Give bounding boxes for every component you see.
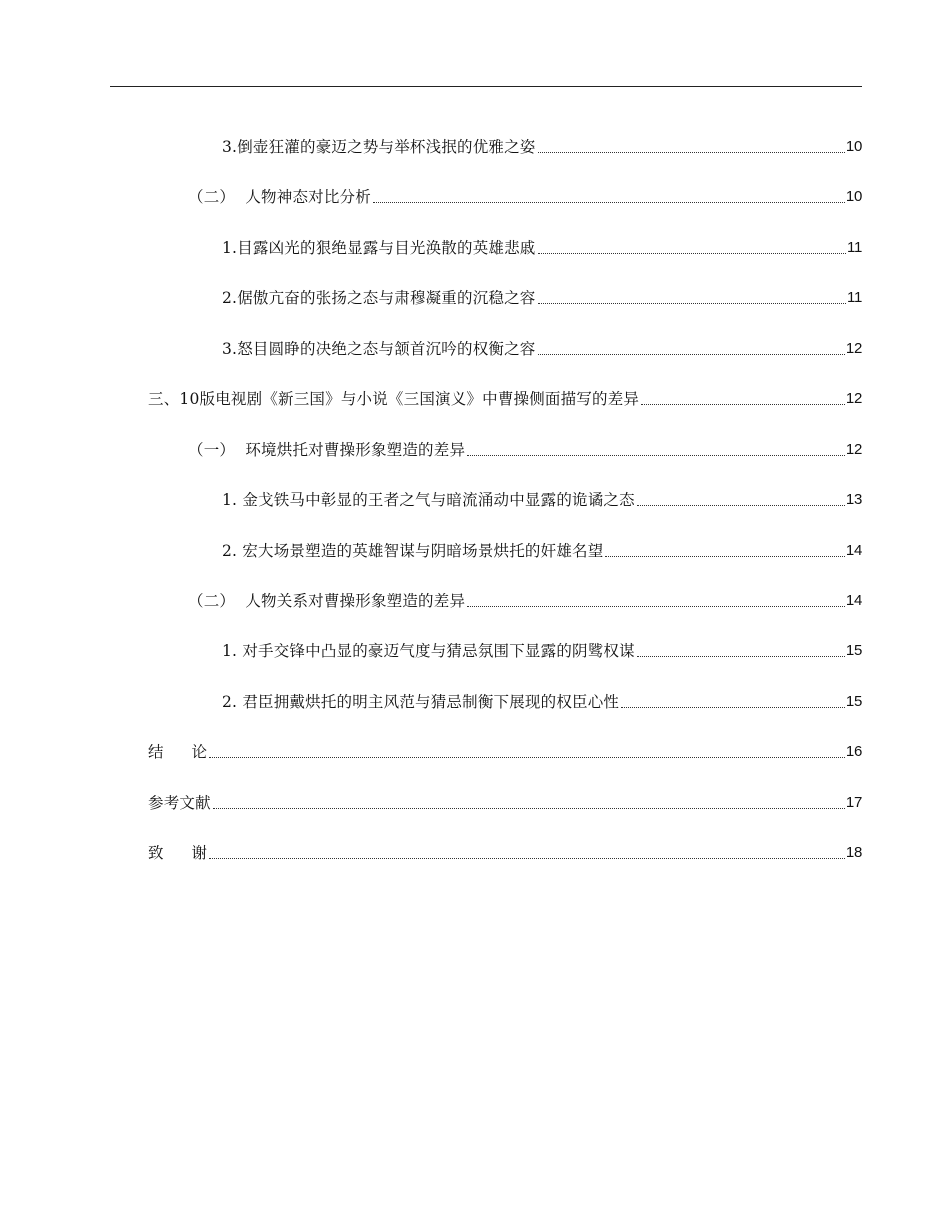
toc-leader-dots <box>213 807 845 809</box>
toc-entry[interactable] <box>222 232 862 258</box>
toc-entry[interactable] <box>222 535 862 561</box>
toc-title-char: 结 <box>148 743 164 761</box>
toc-leader-dots <box>637 655 845 657</box>
toc-entry[interactable] <box>188 434 862 460</box>
toc-leader-dots <box>209 857 845 859</box>
toc-entry-title: 参考文献 <box>148 794 211 812</box>
toc-title-char: 致 <box>148 844 164 862</box>
toc-page-number: 11 <box>847 239 862 256</box>
toc-entry[interactable] <box>222 484 862 510</box>
toc-leader-dots <box>605 555 844 557</box>
toc-title-char: 谢 <box>191 844 208 862</box>
toc-entry[interactable] <box>222 333 862 359</box>
toc-page-number: 14 <box>845 542 862 559</box>
toc-entry[interactable] <box>188 181 862 207</box>
toc-entry-title: 2. 君臣拥戴烘托的明主风范与猜忌制衡下展现的权臣心性 <box>222 693 620 711</box>
toc-page-number: 15 <box>845 693 862 710</box>
toc-leader-dots <box>538 252 847 254</box>
toc-entry-title: 1.目露凶光的狠绝显露与目光涣散的英雄悲戚 <box>222 239 536 257</box>
toc-leader-dots <box>373 201 845 203</box>
toc-entry-title: 3.倒壶狂灌的豪迈之势与举杯浅抿的优雅之姿 <box>222 138 536 156</box>
toc-entry-conclusion[interactable] <box>148 736 862 762</box>
toc-page-number: 12 <box>845 441 862 458</box>
toc-entry-title: 1. 对手交锋中凸显的豪迈气度与猜忌氛围下显露的阴骘权谋 <box>222 642 635 660</box>
toc-entry-title: 2.倨傲亢奋的张扬之态与肃穆凝重的沉稳之容 <box>222 289 536 307</box>
toc-leader-dots <box>467 605 845 607</box>
toc-entry-title: （二） 人物关系对曹操形象塑造的差异 <box>188 592 466 610</box>
toc-page-number: 17 <box>845 794 862 811</box>
toc-page-number: 10 <box>845 138 862 155</box>
toc-leader-dots <box>641 403 845 405</box>
toc-leader-dots <box>637 504 845 506</box>
toc-leader-dots <box>538 302 847 304</box>
toc-page-number: 11 <box>847 289 862 306</box>
toc-entry-title: 三、10版电视剧《新三国》与小说《三国演义》中曹操侧面描写的差异 <box>148 390 640 408</box>
toc-entry-title: 3.怒目圆睁的决绝之态与颔首沉吟的权衡之容 <box>222 340 536 358</box>
toc-entry[interactable] <box>188 585 862 611</box>
toc-entry[interactable] <box>148 383 862 409</box>
toc-entry-title <box>148 843 207 863</box>
toc-leader-dots <box>209 756 845 758</box>
toc-entry-title: 1. 金戈铁马中彰显的王者之气与暗流涌动中显露的诡谲之态 <box>222 491 635 509</box>
toc-entry[interactable] <box>222 131 862 157</box>
toc-page-number: 12 <box>845 340 862 357</box>
toc-page-number: 12 <box>845 390 862 407</box>
toc-page-number: 14 <box>845 592 862 609</box>
toc-page-number: 10 <box>845 188 862 205</box>
toc-page-number: 18 <box>845 844 862 861</box>
toc-entry-references[interactable] <box>148 787 862 813</box>
toc-page-number: 15 <box>845 642 862 659</box>
toc-page-number: 16 <box>845 743 862 760</box>
toc-entry-title: （一） 环境烘托对曹操形象塑造的差异 <box>188 441 466 459</box>
toc-entry[interactable] <box>222 635 862 661</box>
toc-entry[interactable] <box>222 282 862 308</box>
toc-leader-dots <box>621 706 845 708</box>
toc-entry-title: （二） 人物神态对比分析 <box>188 188 371 206</box>
toc-entry-title: 2. 宏大场景塑造的英雄智谋与阴暗场景烘托的奸雄名望 <box>222 542 604 560</box>
toc-entry-title <box>148 742 207 762</box>
toc-page-number: 13 <box>845 491 862 508</box>
toc-leader-dots <box>538 151 845 153</box>
toc-leader-dots <box>538 353 845 355</box>
toc-title-char: 论 <box>191 743 208 761</box>
toc-leader-dots <box>467 454 845 456</box>
toc-entry[interactable] <box>222 686 862 712</box>
toc-entry-acknowledgements[interactable] <box>148 837 862 863</box>
